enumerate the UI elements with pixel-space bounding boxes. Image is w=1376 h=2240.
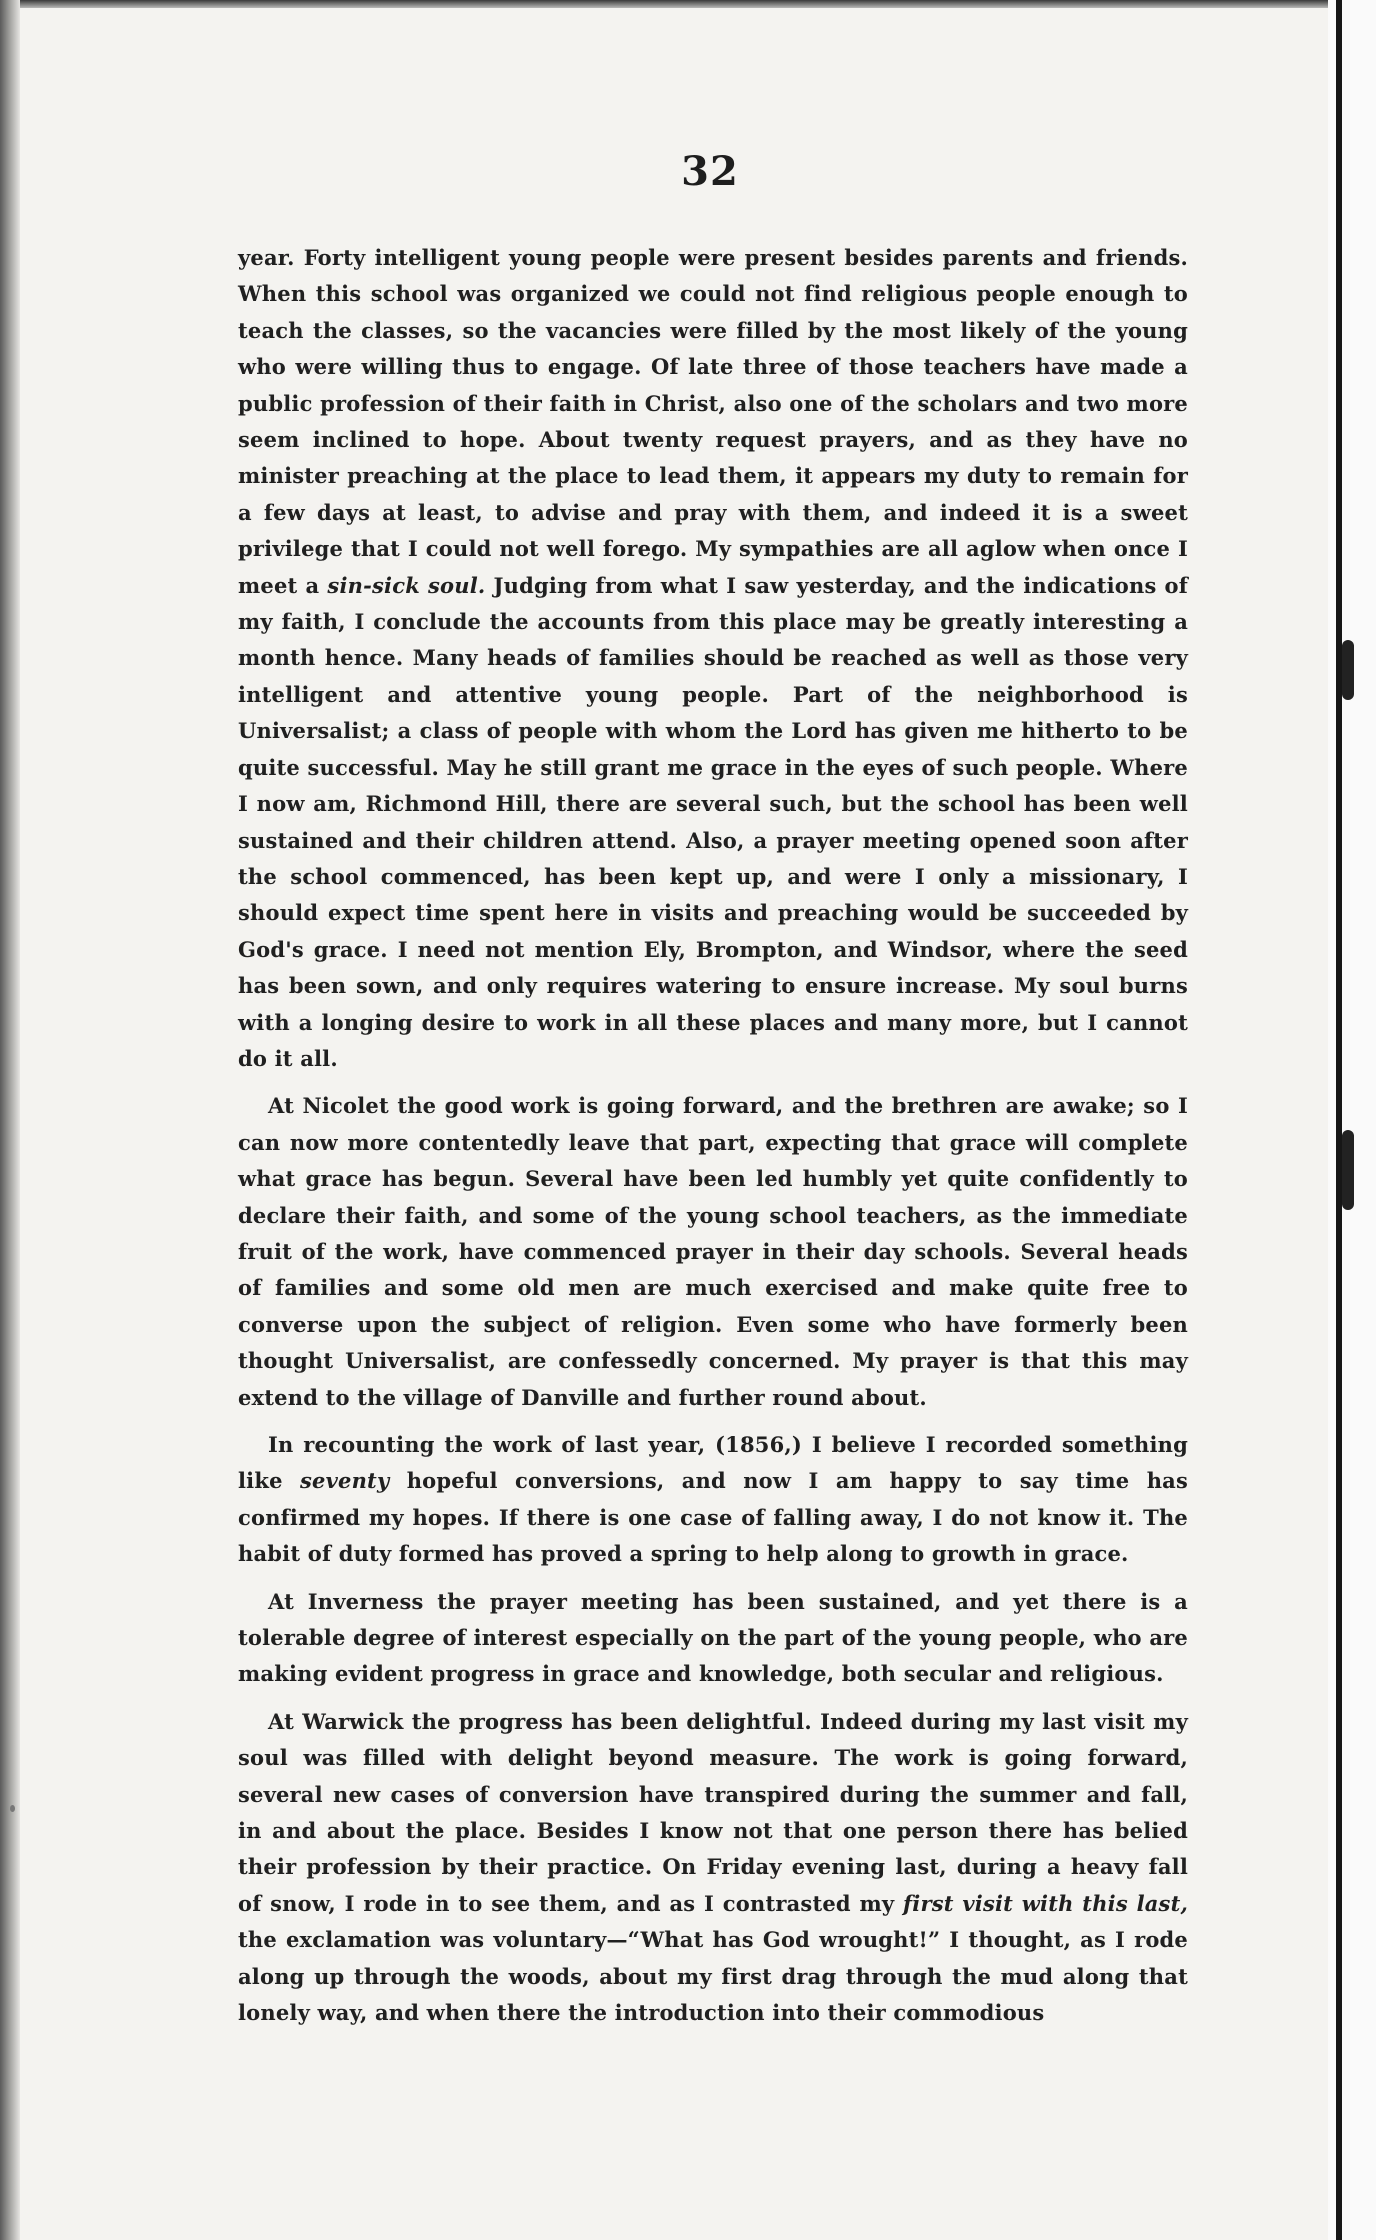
binding-line <box>1336 0 1342 2240</box>
italic-phrase: sin-sick soul. <box>327 572 486 598</box>
text-segment: hopeful conversions, and now I am happy to say time has confirmed my hopes. If there is one case of falling away, I do not know it. The habit of duty formed has proved a spring to help along to growth in grace. <box>238 1468 1189 1567</box>
paragraph-text <box>238 1704 1188 2032</box>
page-number: 32 <box>681 148 739 195</box>
italic-phrase: seventy <box>300 1468 390 1494</box>
italic-phrase: first visit with this last, <box>903 1890 1188 1916</box>
paragraph-text <box>238 240 1188 1077</box>
text-segment: At Inverness the prayer meeting has been sustained, and yet there is a tolerable degree of interest especially on the part of the young people, who are making evident progress in grace and knowledge, both secular and religious. <box>238 1588 1188 1687</box>
binding-mark <box>1342 1130 1354 1210</box>
paragraph <box>238 1584 1188 1693</box>
paragraph-text <box>238 1584 1188 1693</box>
body-text <box>238 240 1188 2032</box>
paragraph <box>238 1704 1188 2032</box>
paragraph <box>238 1088 1188 1416</box>
text-segment: In recounting the work of last year, (1856,) I believe I recorded something like <box>238 1432 1188 1494</box>
text-segment: Judging from what I saw yesterday, and the indications of my faith, I conclude the accounts from this place may be greatly interesting a month hence. Many heads of families should be reached as well as those very intelligent and attentive young people. Part of the neighborhood is Universalist; a class of people with whom the Lord has given me hitherto to be quite successful. May he still grant me grace in the eyes of such people. Where I now am, Richmond Hill, there are several such, but the school has been well sustained and their children attend. Also, a prayer meeting opened soon after the school commenced, has been kept up, and were I only a missionary, I should expect time spent here in visits and preaching would be succeeded by God's grace. I need not mention Ely, Brompton, and Windsor, where the seed has been sown, and only requires watering to ensure increase. My soul burns with a longing desire to work in all these places and many more, but I cannot do it all. <box>238 572 1188 1071</box>
page-top-edge <box>0 0 1376 8</box>
text-segment: At Warwick the progress has been delightful. Indeed during my last visit my soul was filled with delight beyond measure. The work is going forward, several new cases of conversion have transpired during the summer and fall, in and about the place. Besides I know not that one person there has belied their profession by their practice. On Friday evening last, during a heavy fall of snow, I rode in to see them, and as I contrasted my <box>238 1708 1188 1916</box>
binding-mark <box>1342 640 1354 700</box>
paragraph <box>238 1427 1188 1573</box>
paragraph <box>238 240 1188 1077</box>
paragraph-text <box>238 1427 1188 1573</box>
scan-speck <box>10 1805 15 1812</box>
text-segment: the exclamation was voluntary—“What has God wrought!” I thought, as I rode along up through the woods, about my first drag through the mud along that lonely way, and when there the introduction into their commodious <box>238 1927 1188 2026</box>
text-segment: At Nicolet the good work is going forward, and the brethren are awake; so I can now more contentedly leave that part, expecting that grace will complete what grace has begun. Several have been led humbly yet quite confidently to declare their faith, and some of the young school teachers, as the immediate fruit of the work, have commenced prayer in their day schools. Several heads of families and some old men are much exercised and make quite free to converse upon the subject of religion. Even some who have formerly been thought Universalist, are confessedly concerned. My prayer is that this may extend to the village of Danville and further round about. <box>238 1093 1188 1410</box>
page-left-edge <box>0 0 20 2240</box>
paragraph-text <box>238 1088 1188 1416</box>
text-segment: year. Forty intelligent young people were present besides parents and friends. When this school was organized we could not find religious people enough to teach the classes, so the vacancies were filled by the most likely of the young who were willing thus to engage. Of late three of those teachers have made a public profession of their faith in Christ, also one of the scholars and two more seem inclined to hope. About twenty request prayers, and as they have no minister preaching at the place to lead them, it appears my duty to remain for a few days at least, to advise and pray with them, and indeed it is a sweet privilege that I could not well forego. My sympathies are all aglow when once I meet a <box>238 245 1188 598</box>
